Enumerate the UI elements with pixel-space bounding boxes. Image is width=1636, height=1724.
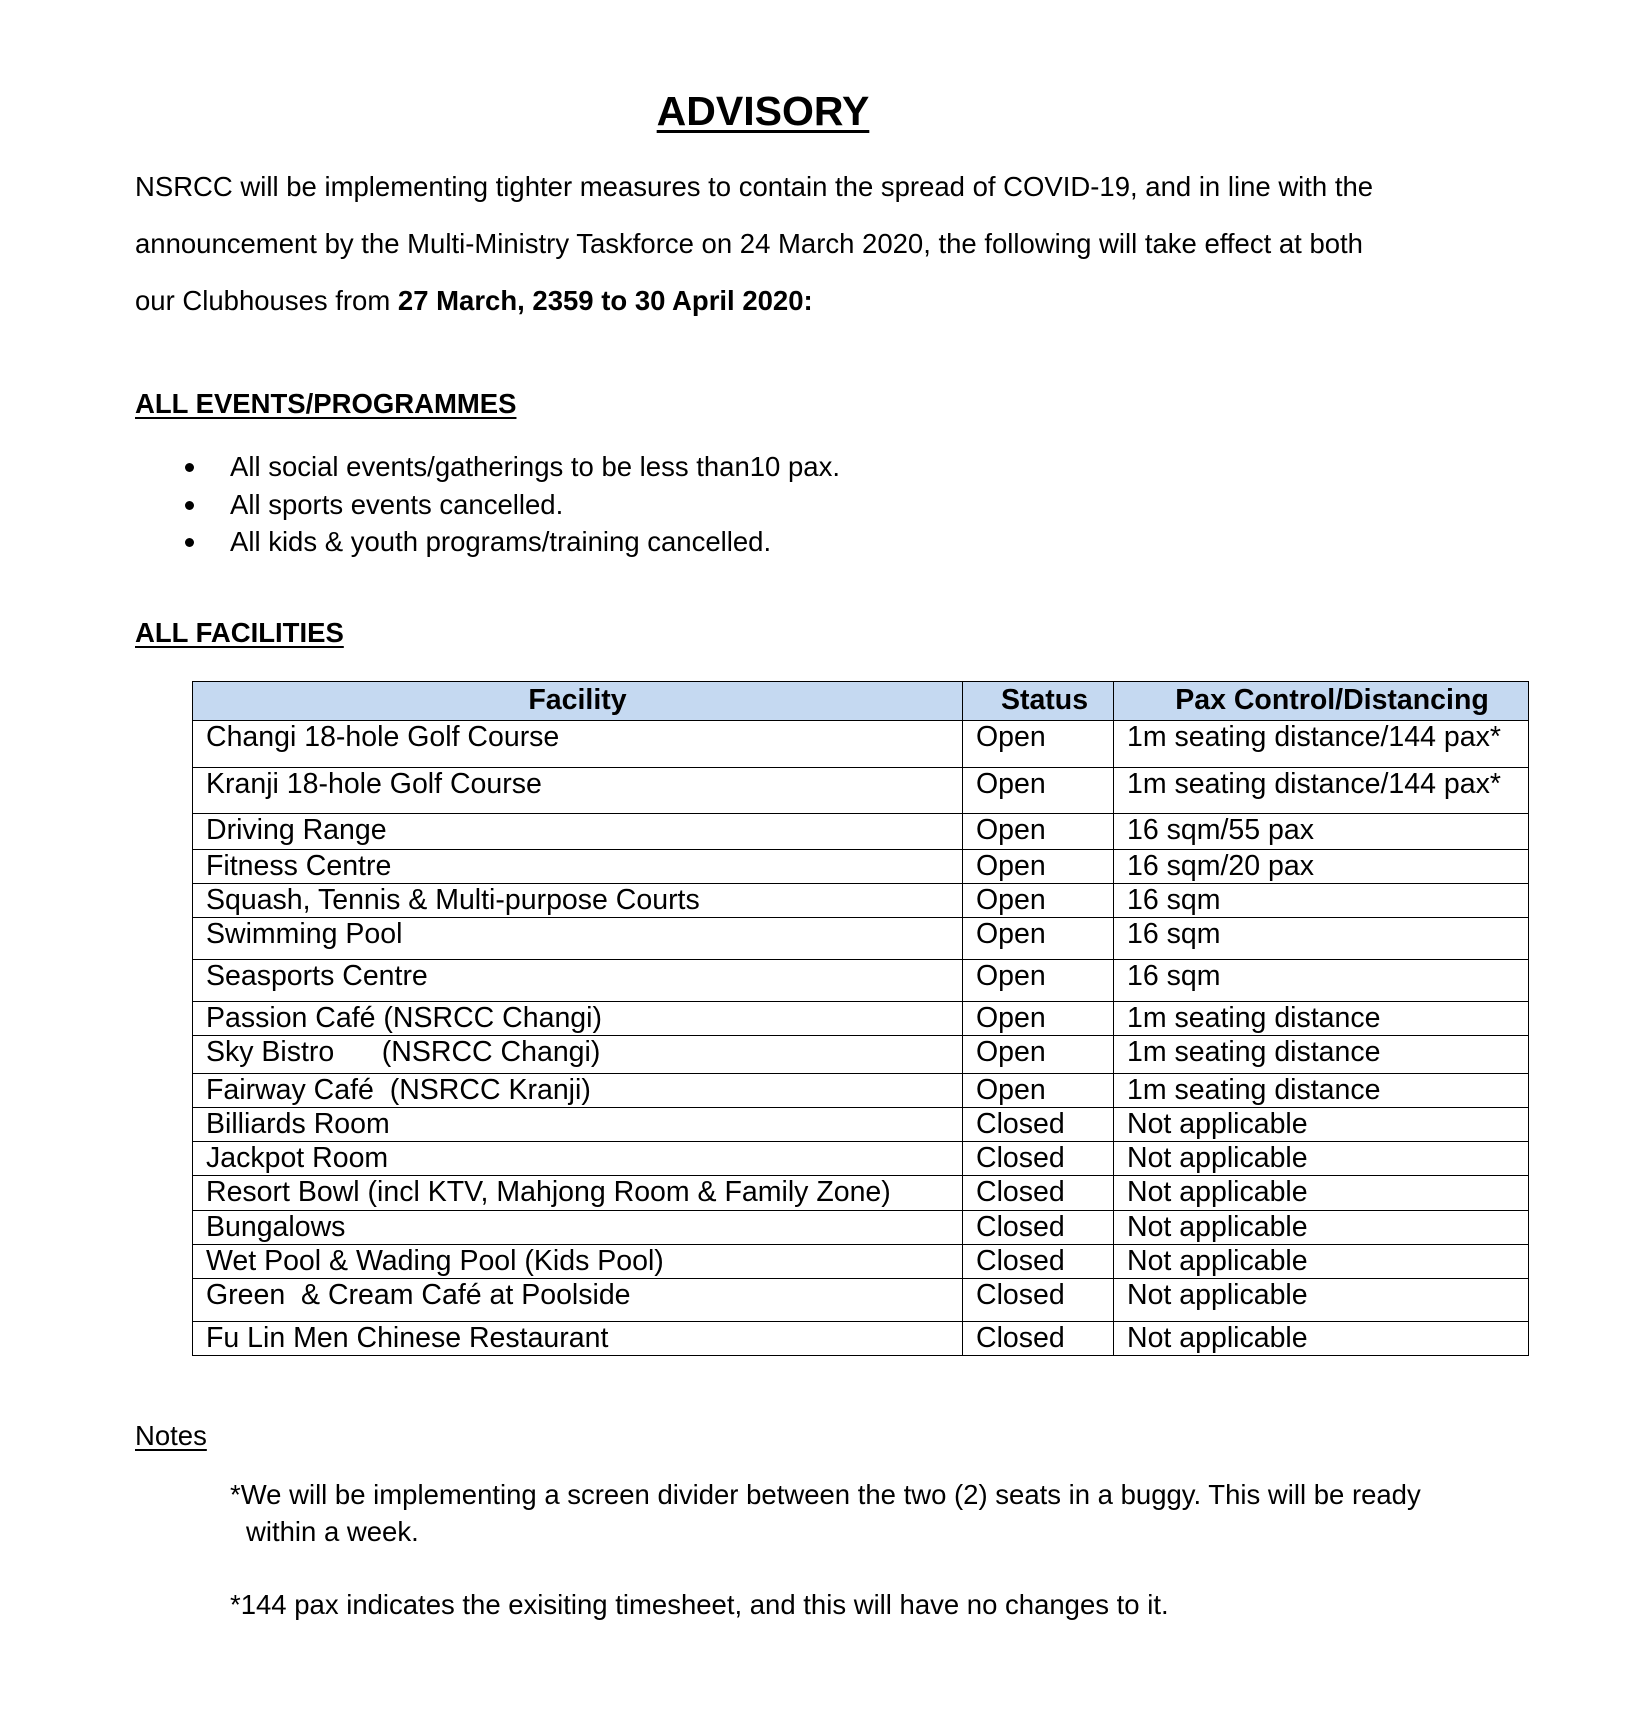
table-row	[193, 1002, 1529, 1036]
note-1-line-1: *We will be implementing a screen divider between the two (2) seats in a buggy. This will be ready	[230, 1479, 1421, 1510]
cell-pax-control: 16 sqm/20 pax	[1114, 850, 1529, 884]
cell-pax-control: 16 sqm/55 pax	[1114, 814, 1529, 850]
facilities-heading: ALL FACILITIES	[135, 617, 344, 648]
cell-status: Open	[963, 850, 1114, 884]
cell-pax-control: Not applicable	[1114, 1142, 1529, 1176]
events-list	[182, 448, 840, 561]
cell-facility: Swimming Pool	[193, 918, 963, 960]
cell-pax-control: Not applicable	[1114, 1211, 1529, 1245]
cell-facility: Fairway Café (NSRCC Kranji)	[193, 1074, 963, 1108]
cell-status: Open	[963, 918, 1114, 960]
table-row	[193, 850, 1529, 884]
intro-paragraph	[135, 158, 1535, 329]
cell-status: Closed	[963, 1211, 1114, 1245]
cell-pax-control: Not applicable	[1114, 1108, 1529, 1142]
cell-status: Open	[963, 814, 1114, 850]
cell-facility: Sky Bistro (NSRCC Changi)	[193, 1036, 963, 1074]
cell-facility: Seasports Centre	[193, 960, 963, 1002]
cell-pax-control: Not applicable	[1114, 1279, 1529, 1322]
cell-status: Open	[963, 768, 1114, 814]
page-title: ADVISORY	[656, 88, 870, 134]
table-row	[193, 1322, 1529, 1356]
cell-pax-control: Not applicable	[1114, 1322, 1529, 1356]
facilities-table-body	[193, 721, 1529, 1356]
table-row	[193, 1108, 1529, 1142]
cell-facility: Driving Range	[193, 814, 963, 850]
cell-facility: Resort Bowl (incl KTV, Mahjong Room & Family Zone)	[193, 1176, 963, 1211]
table-row	[193, 884, 1529, 918]
table-row	[193, 1279, 1529, 1322]
intro-line-3	[135, 272, 1535, 329]
effective-dates: 27 March, 2359 to 30 April 2020:	[397, 285, 813, 316]
cell-facility: Kranji 18-hole Golf Course	[193, 768, 963, 814]
cell-facility: Fu Lin Men Chinese Restaurant	[193, 1322, 963, 1356]
table-row	[193, 1245, 1529, 1279]
column-header-pax-control: Pax Control/Distancing	[1114, 682, 1529, 721]
cell-pax-control: 16 sqm	[1114, 960, 1529, 1002]
table-row	[193, 768, 1529, 814]
intro-line-3-text: our Clubhouses from	[135, 285, 398, 316]
cell-facility: Wet Pool & Wading Pool (Kids Pool)	[193, 1245, 963, 1279]
cell-pax-control: Not applicable	[1114, 1176, 1529, 1211]
column-header-facility: Facility	[193, 682, 963, 721]
facilities-table	[192, 681, 1529, 1356]
intro-line-2: announcement by the Multi-Ministry Taskforce on 24 March 2020, the following will take effect at both	[135, 228, 1363, 259]
cell-pax-control: 1m seating distance/144 pax*	[1114, 768, 1529, 814]
cell-status: Closed	[963, 1279, 1114, 1322]
cell-status: Open	[963, 1036, 1114, 1074]
cell-facility: Changi 18-hole Golf Course	[193, 721, 963, 768]
notes-heading: Notes	[135, 1420, 207, 1451]
cell-status: Closed	[963, 1245, 1114, 1279]
table-row	[193, 1211, 1529, 1245]
cell-facility: Billiards Room	[193, 1108, 963, 1142]
cell-facility: Green & Cream Café at Poolside	[193, 1279, 963, 1322]
cell-pax-control: 16 sqm	[1114, 884, 1529, 918]
list-item: All social events/gatherings to be less than10 pax.	[182, 448, 840, 486]
cell-facility: Passion Café (NSRCC Changi)	[193, 1002, 963, 1036]
table-row	[193, 1142, 1529, 1176]
cell-facility: Squash, Tennis & Multi-purpose Courts	[193, 884, 963, 918]
table-row	[193, 1074, 1529, 1108]
note-1	[230, 1476, 1421, 1550]
cell-pax-control: Not applicable	[1114, 1245, 1529, 1279]
cell-status: Closed	[963, 1322, 1114, 1356]
cell-pax-control: 1m seating distance	[1114, 1074, 1529, 1108]
list-item: All kids & youth programs/training cancelled.	[182, 523, 840, 561]
table-row	[193, 1036, 1529, 1074]
intro-line-1: NSRCC will be implementing tighter measures to contain the spread of COVID-19, and in line with the	[135, 171, 1374, 202]
cell-pax-control: 1m seating distance	[1114, 1002, 1529, 1036]
cell-status: Open	[963, 1074, 1114, 1108]
cell-status: Closed	[963, 1176, 1114, 1211]
note-1-line-2: within a week.	[246, 1516, 419, 1547]
table-row	[193, 918, 1529, 960]
cell-status: Open	[963, 960, 1114, 1002]
cell-facility: Bungalows	[193, 1211, 963, 1245]
cell-pax-control: 1m seating distance	[1114, 1036, 1529, 1074]
cell-status: Open	[963, 1002, 1114, 1036]
events-heading: ALL EVENTS/PROGRAMMES	[135, 388, 517, 419]
cell-status: Open	[963, 884, 1114, 918]
cell-pax-control: 16 sqm	[1114, 918, 1529, 960]
cell-status: Closed	[963, 1142, 1114, 1176]
cell-facility: Fitness Centre	[193, 850, 963, 884]
table-row	[193, 960, 1529, 1002]
table-row	[193, 814, 1529, 850]
column-header-status: Status	[963, 682, 1114, 721]
table-header-row	[193, 682, 1529, 721]
cell-pax-control: 1m seating distance/144 pax*	[1114, 721, 1529, 768]
table-row	[193, 1176, 1529, 1211]
note-2: *144 pax indicates the exisiting timesheet, and this will have no changes to it.	[230, 1589, 1169, 1620]
cell-facility: Jackpot Room	[193, 1142, 963, 1176]
table-row	[193, 721, 1529, 768]
cell-status: Closed	[963, 1108, 1114, 1142]
list-item: All sports events cancelled.	[182, 486, 840, 524]
cell-status: Open	[963, 721, 1114, 768]
